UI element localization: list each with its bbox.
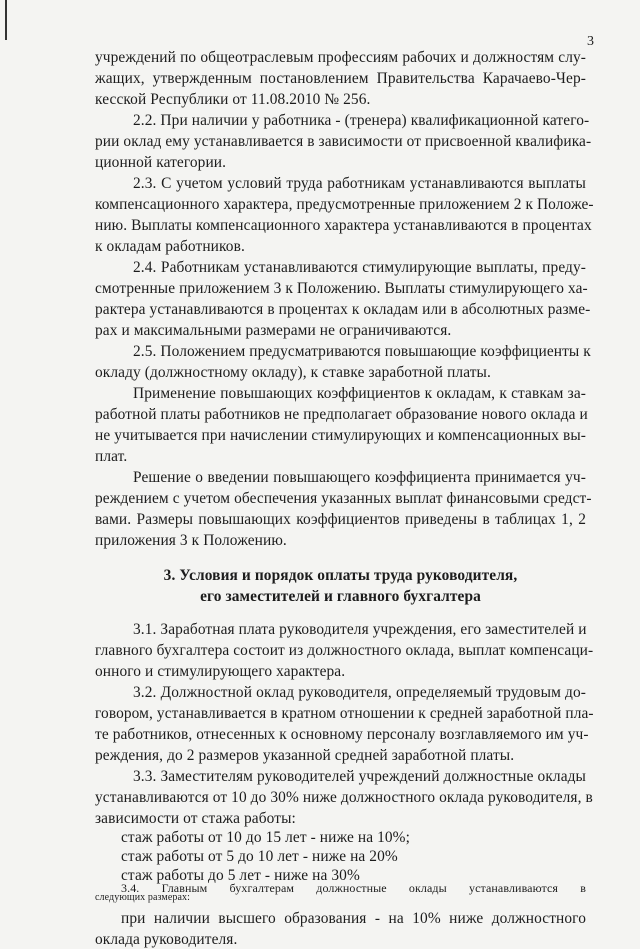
section-3-heading: 3. Условия и порядок оплаты труда руководителя,: [163, 567, 518, 584]
paragraph-3-4: 3.4. Главным бухгалтерам должностные оклады устанавливаются в: [121, 881, 586, 895]
list-item: стаж работы от 10 до 15 лет - ниже на 10%;: [121, 829, 410, 846]
body-line: учреждений по общеотраслевым профессиям рабочих и должностям слу-: [95, 49, 586, 66]
body-line: те работников, отнесенных к основному персоналу возглавляемого им уч-: [95, 726, 589, 743]
body-line: говором, устанавливается в кратном отношении к средней заработной пла-: [95, 705, 594, 722]
paragraph-2-4: 2.4. Работникам устанавливаются стимулирующие выплаты, преду-: [133, 259, 586, 276]
body-line: окладу (должностному окладу), к ставке заработной платы.: [95, 364, 491, 381]
list-item: стаж работы до 5 лет - ниже на 30%: [121, 867, 360, 884]
body-line: зависимости от стажа работы:: [95, 810, 296, 827]
paragraph-decision: Решение о введении повышающего коэффициента принимается уч-: [133, 469, 586, 486]
page-number: 3: [587, 34, 594, 49]
list-item: стаж работы от 5 до 10 лет - ниже на 20%: [121, 848, 398, 865]
body-line: вами. Размеры повышающих коэффициентов приведены в таблицах 1, 2: [95, 511, 586, 528]
body-line: работной платы работников не предполагает образование нового оклада и: [95, 406, 588, 423]
body-line: ционной категории.: [95, 154, 227, 171]
body-line: рии оклад ему устанавливается в зависимости от присвоенной квалифика-: [95, 133, 592, 150]
paragraph-2-2: 2.2. При наличии у работника - (тренера) квалификационной катего-: [133, 112, 590, 129]
paragraph-3-3: 3.3. Заместителям руководителей учреждений должностные оклады: [133, 768, 586, 785]
body-line: плат.: [95, 448, 128, 465]
body-line: жащих, утвержденным постановлением Правительства Карачаево-Чер-: [95, 70, 586, 87]
body-line: оклада руководителя.: [95, 931, 238, 948]
body-line: компенсационного характера, предусмотренные приложением 2 к Положе-: [95, 196, 594, 213]
body-line: следующих размерах:: [95, 892, 190, 903]
scan-margin-line: [5, 0, 7, 40]
body-line: не учитывается при начислении стимулирующих и компенсационных вы-: [95, 427, 587, 444]
paragraph-application: Применение повышающих коэффициентов к окладам, к ставкам за-: [133, 385, 586, 402]
body-line: приложения 3 к Положению.: [95, 532, 287, 549]
body-line: реждения, до 2 размеров указанной средней заработной платы.: [95, 747, 515, 764]
body-line: главного бухгалтера состоит из должностного оклада, выплат компенсаци-: [95, 642, 594, 659]
body-line: рах и максимальными размерами не ограничиваются.: [95, 322, 452, 339]
body-line: к окладам работников.: [95, 238, 245, 255]
paragraph-2-5: 2.5. Положением предусматриваются повышающие коэффициенты к: [133, 343, 591, 360]
body-line: рактера устанавливаются в процентах к окладам или в абсолютных разме-: [95, 301, 591, 318]
body-line: устанавливаются от 10 до 30% ниже должностного оклада руководителя, в: [95, 789, 593, 806]
body-line: нию. Выплаты компенсационного характера устанавливаются в процентах: [95, 217, 592, 234]
paragraph-3-4-sub: при наличии высшего образования - на 10% ниже должностного: [121, 910, 586, 927]
section-3-heading-line2: его заместителей и главного бухгалтера: [200, 588, 481, 605]
body-line: онного и стимулирующего характера.: [95, 663, 346, 680]
paragraph-2-3: 2.3. С учетом условий труда работникам устанавливаются выплаты: [133, 175, 586, 192]
paragraph-3-1: 3.1. Заработная плата руководителя учреждения, его заместителей и: [133, 621, 587, 638]
body-line: смотренные приложением 3 к Положению. Выплаты стимулирующего ха-: [95, 280, 588, 297]
paragraph-3-2: 3.2. Должностной оклад руководителя, определяемый трудовым до-: [133, 684, 586, 701]
body-line: реждением с учетом обеспечения указанных выплат финансовыми средст-: [95, 490, 592, 507]
body-line: кесской Республики от 11.08.2010 № 256.: [95, 91, 371, 108]
